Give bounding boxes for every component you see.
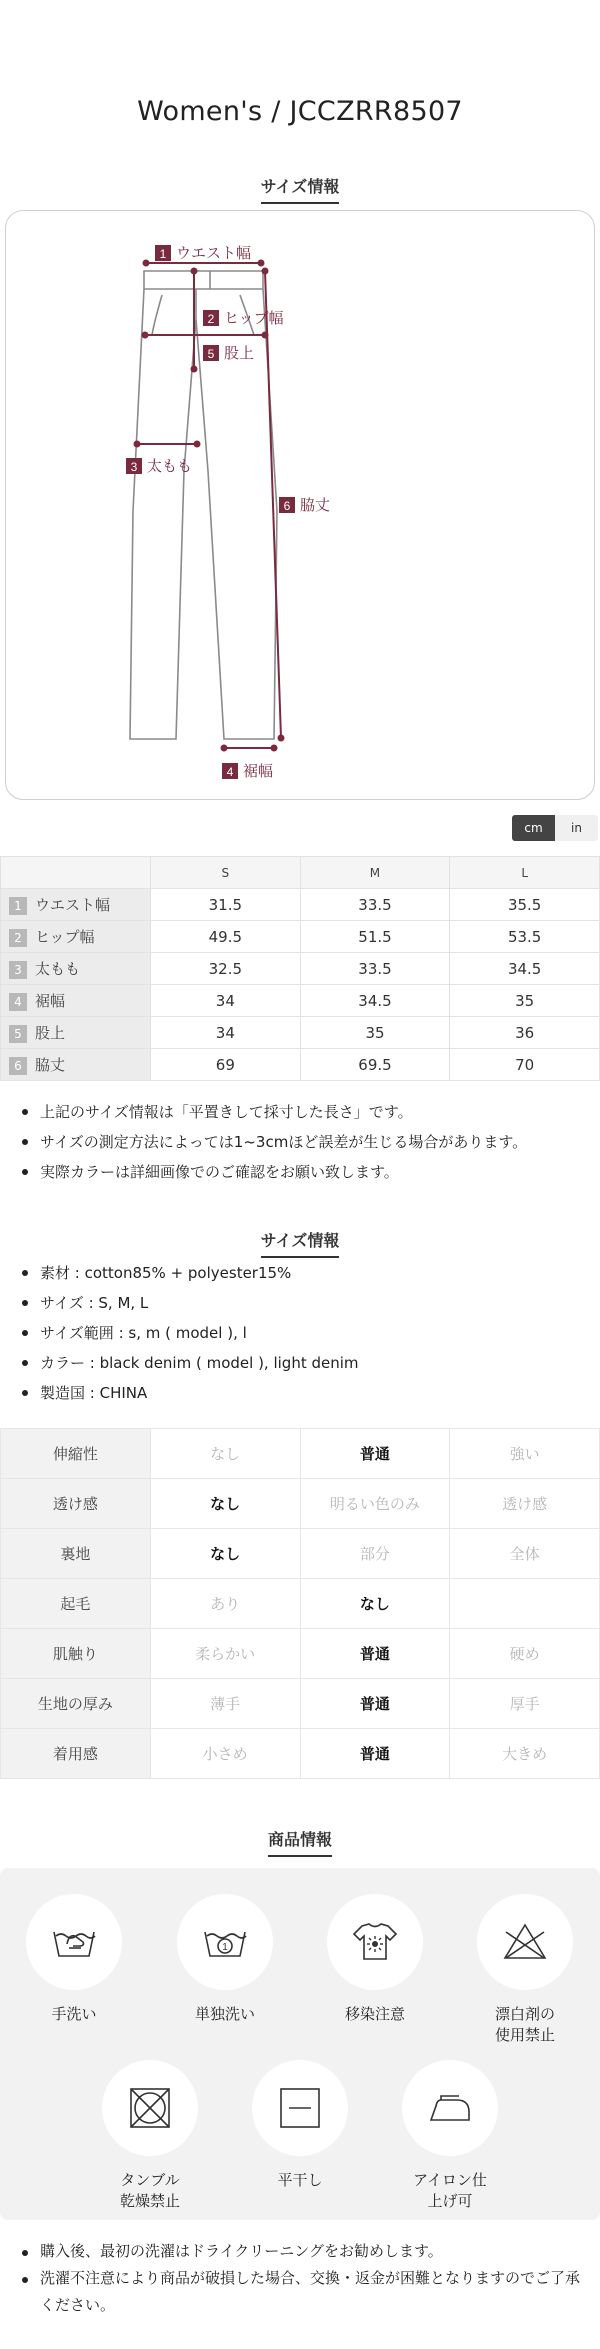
unit-cm-button[interactable]: cm [512,815,555,841]
table-cell: 69 [151,1049,301,1081]
pants-outline [130,271,277,739]
unit-toggle [512,815,598,841]
row-label-text: 股上 [35,1024,66,1042]
row-label-text: 裾幅 [35,992,66,1010]
svg-text:1: 1 [159,247,167,261]
table-cell: 34.5 [300,985,450,1017]
list-item: 製造国 : CHINA [18,1378,588,1408]
size-table [0,856,600,1081]
table-cell: 53.5 [450,921,600,953]
care-item-wash-separately [170,1894,280,2025]
option-cell: 薄手 [150,1679,300,1729]
svg-text:1: 1 [222,1942,228,1953]
option-cell: 強い [450,1429,600,1479]
care-item-no-bleach [470,1894,580,2046]
option-cell: 普通 [300,1679,450,1729]
list-item: 購入後、最初の洗濯はドライクリーニングをお勧めします。 [18,2238,588,2265]
row-label: 肌触り [1,1629,151,1679]
option-cell: 普通 [300,1729,450,1779]
option-cell [450,1579,600,1629]
row-label-text: 太もも [35,960,81,978]
option-cell: 小さめ [150,1729,300,1779]
svg-text:6: 6 [283,499,291,513]
table-cell: 35 [300,1017,450,1049]
option-cell: 明るい色のみ [300,1479,450,1529]
option-cell: 部分 [300,1529,450,1579]
svg-text:5: 5 [207,347,215,361]
list-item: サイズの測定方法によっては1~3cmほど誤差が生じる場合があります。 [18,1127,588,1157]
label-outseam [279,497,330,514]
row-label: 伸縮性 [1,1429,151,1479]
row-label: 着用感 [1,1729,151,1779]
option-cell: 普通 [300,1429,450,1479]
svg-text:ウエスト幅: ウエスト幅 [176,245,252,262]
table-cell: 35 [450,985,600,1017]
list-item: 素材 : cotton85% + polyester15% [18,1258,588,1288]
table-cell: 69.5 [300,1049,450,1081]
svg-text:2: 2 [207,312,215,326]
svg-text:太もも: 太もも [147,458,193,475]
row-number: 3 [9,961,27,979]
row-number: 1 [9,897,27,915]
row-label-text: ウエスト幅 [35,896,111,914]
option-cell: なし [300,1579,450,1629]
table-row [1,1529,600,1579]
table-row [1,953,600,985]
table-row [1,1579,600,1629]
left-pocket-line [152,295,162,335]
product-specs-list [18,1258,588,1408]
option-cell: なし [150,1529,300,1579]
table-cell: 33.5 [300,889,450,921]
table-cell: 31.5 [151,889,301,921]
row-label: 透け感 [1,1479,151,1529]
label-waist [155,245,251,262]
list-item: カラー : black denim ( model ), light denim [18,1348,588,1378]
table-cell: 32.5 [151,953,301,985]
pants-outline-svg [6,211,596,801]
care-item-no-tumble-dry [95,2060,205,2212]
table-cell: 34 [151,1017,301,1049]
outseam-measure-line [265,271,281,738]
svg-text:股上: 股上 [224,345,255,362]
label-thigh [126,458,192,475]
size-notes-list [18,1097,588,1187]
care-item-iron-ok [395,2060,505,2212]
size-table-corner [1,857,151,889]
table-row [1,985,600,1017]
row-label-text: ヒップ幅 [35,928,95,946]
care-item-flat-dry [245,2060,355,2191]
section-title-size-info-2: サイズ情報 [0,1228,600,1258]
table-cell: 35.5 [450,889,600,921]
no-tumble-dry-icon [128,2086,172,2130]
row-label: 裏地 [1,1529,151,1579]
section-title-product-info: 商品情報 [0,1827,600,1857]
page-title: Women's / JCCZRR8507 [137,96,463,127]
row-number: 6 [9,1057,27,1075]
svg-text:脇丈: 脇丈 [300,497,331,514]
list-item: サイズ範囲 : s, m ( model ), l [18,1318,588,1348]
wash-separately-icon [202,1922,248,1962]
care-item-color-transfer [320,1894,430,2025]
row-label [1,1049,151,1081]
care-label: 手洗い [51,2005,97,2023]
list-item: 実際カラーは詳細画像でのご確認をお願い致します。 [18,1157,588,1187]
table-cell: 33.5 [300,953,450,985]
care-label: 単独洗い [194,2005,255,2023]
option-cell: あり [150,1579,300,1629]
list-item: サイズ : S, M, L [18,1288,588,1318]
option-cell: 透け感 [450,1479,600,1529]
row-label [1,985,151,1017]
iron-ok-icon [427,2090,473,2126]
table-row [1,1629,600,1679]
table-row [1,1049,600,1081]
row-number: 4 [9,993,27,1011]
option-cell: なし [150,1429,300,1479]
size-header-m: M [300,857,450,889]
table-cell: 34 [151,985,301,1017]
row-label: 生地の厚み [1,1679,151,1729]
table-row [1,921,600,953]
list-item: 上記のサイズ情報は「平置きして採寸した長さ」です。 [18,1097,588,1127]
row-number: 5 [9,1025,27,1043]
list-item: 洗濯不注意により商品が破損した場合、交換・返金が困難となりますのでご了承ください。 [18,2265,588,2319]
label-rise [203,345,254,362]
row-label [1,1017,151,1049]
pants-diagram [5,210,595,800]
hand-wash-icon [51,1922,97,1962]
option-cell: 硬め [450,1629,600,1679]
table-row [1,1679,600,1729]
care-label: アイロン仕 上げ可 [413,2171,487,2210]
care-label: タンブル 乾燥禁止 [119,2171,180,2210]
row-label [1,889,151,921]
section-title-size-info: サイズ情報 [0,174,600,204]
unit-in-button[interactable]: in [555,815,598,841]
row-label [1,921,151,953]
option-cell: 厚手 [450,1679,600,1729]
table-cell: 34.5 [450,953,600,985]
option-cell: 普通 [300,1629,450,1679]
size-header-s: S [151,857,301,889]
care-notes-list [18,2238,588,2319]
table-row [1,1729,600,1779]
care-instructions-panel [0,1868,600,2220]
care-item-hand-wash [19,1894,129,2025]
table-cell: 51.5 [300,921,450,953]
svg-text:4: 4 [226,765,234,779]
option-cell: なし [150,1479,300,1529]
table-row [1,1479,600,1529]
size-header-l: L [450,857,600,889]
label-hem [222,763,273,780]
row-label-text: 脇丈 [35,1056,66,1074]
row-number: 2 [9,929,27,947]
option-cell: 大きめ [450,1729,600,1779]
option-cell: 全体 [450,1529,600,1579]
no-bleach-icon [502,1922,548,1962]
row-label [1,953,151,985]
row-label: 起毛 [1,1579,151,1629]
table-row [1,1429,600,1479]
option-cell: 柔らかい [150,1629,300,1679]
care-label: 漂白剤の 使用禁止 [494,2005,555,2044]
table-row [1,1017,600,1049]
flat-dry-icon [278,2086,322,2130]
svg-text:裾幅: 裾幅 [243,763,274,780]
fabric-feel-table [0,1428,600,1779]
care-label: 平干し [277,2171,323,2189]
label-hip [203,310,284,327]
table-cell: 49.5 [151,921,301,953]
svg-text:3: 3 [130,460,138,474]
care-label: 移染注意 [344,2005,405,2023]
table-cell: 70 [450,1049,600,1081]
color-transfer-icon [352,1922,398,1962]
size-table-header-row [1,857,600,889]
table-cell: 36 [450,1017,600,1049]
table-row [1,889,600,921]
svg-text:ヒップ幅: ヒップ幅 [224,310,284,327]
